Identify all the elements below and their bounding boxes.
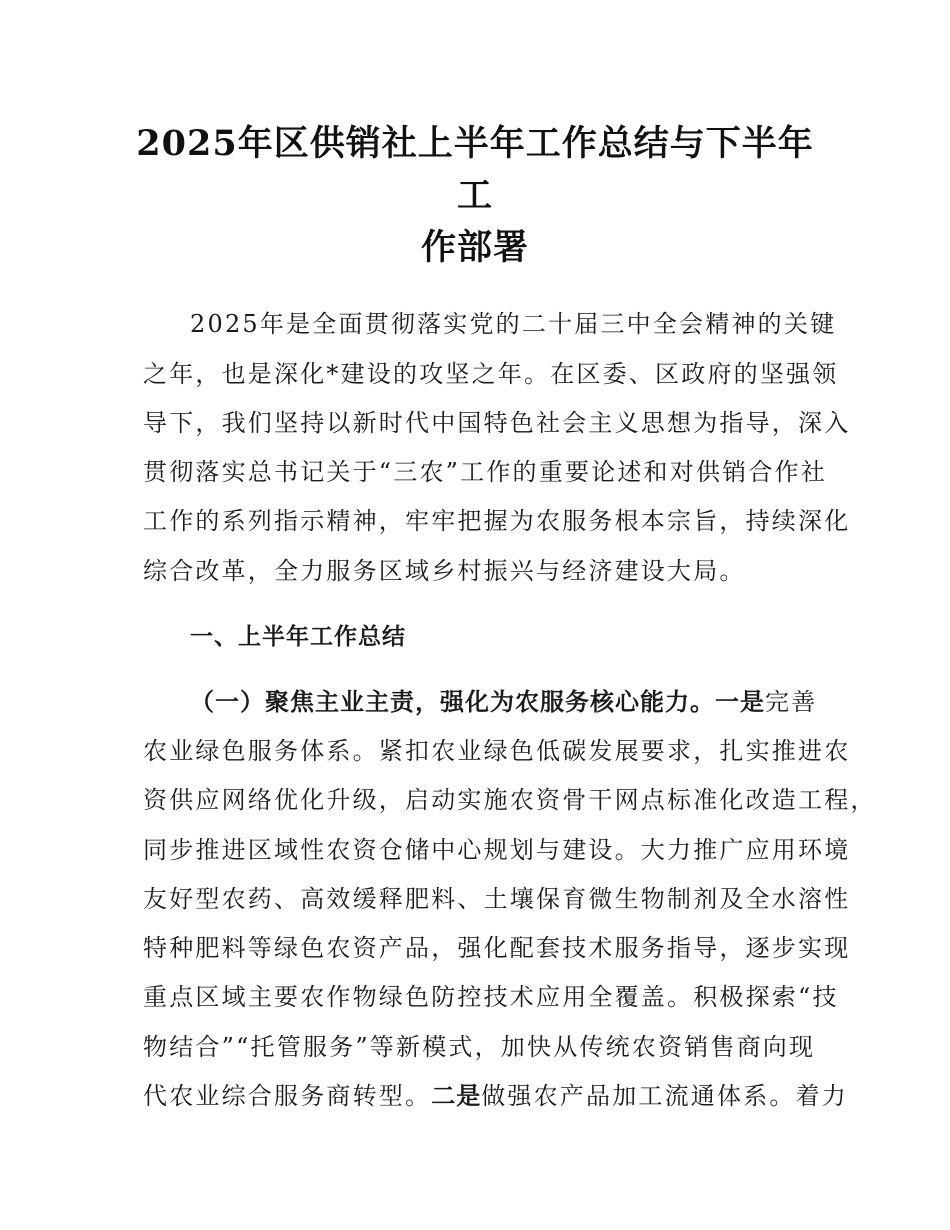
subsection-1-line-7: 重点区域主要农作物绿色防控技术应用全覆盖。积极探索“技 xyxy=(143,983,839,1011)
subsection-1-line-6: 特种肥料等绿色农资产品，强化配套技术服务指导，逐步实现 xyxy=(143,934,851,962)
subsection-1-line-1 xyxy=(190,677,830,727)
subsection-1-line-9 xyxy=(143,1071,849,1121)
intro-line-3: 导下，我们坚持以新时代中国特色社会主义思想为指导，深入 xyxy=(143,409,851,437)
subsection-1-line-8: 物结合”“托管服务”等新模式，加快从传统农资销售商向现 xyxy=(143,1033,816,1061)
page-title xyxy=(120,118,830,274)
section-heading-1: 一、上半年工作总结 xyxy=(190,624,406,650)
subsection-1-line-2: 农业绿色服务体系。紧扣农业绿色低碳发展要求，扎实推进农 xyxy=(143,737,851,765)
intro-line-1: 2025年是全面贯彻落实党的二十届三中全会精神的关键 xyxy=(190,310,837,338)
subsection-1-bold-lead: （一）聚焦主业主责，强化为农服务核心能力。一是 xyxy=(190,688,765,716)
subsection-1-line-5: 友好型农药、高效缓释肥料、土壤保育微生物制剂及全水溶性 xyxy=(143,885,851,913)
intro-line-6: 综合改革，全力服务区域乡村振兴与经济建设大局。 xyxy=(143,557,746,585)
subsection-1-line-9-bold: 二是 xyxy=(431,1082,482,1110)
intro-line-5: 工作的系列指示精神，牢牢把握为农服务根本宗旨，持续深化 xyxy=(143,507,851,535)
subsection-1-rest: 完善 xyxy=(765,688,818,716)
subsection-1-line-4: 同步推进区域性农资仓储中心规划与建设。大力推广应用环境 xyxy=(143,836,851,864)
subsection-1-line-3: 资供应网络优化升级，启动实施农资骨干网点标准化改造工程， xyxy=(143,786,877,814)
subsection-1-line-9-a: 代农业综合服务商转型。 xyxy=(143,1082,432,1110)
title-line-1: 2025年区供销社上半年工作总结与下半年工 xyxy=(136,123,814,216)
intro-line-2: 之年，也是深化*建设的攻坚之年。在区委、区政府的坚强领 xyxy=(143,360,839,388)
intro-line-4: 贯彻落实总书记关于“三农”工作的重要论述和对供销合作社 xyxy=(143,458,827,486)
title-line-2: 作部署 xyxy=(420,227,529,268)
subsection-1-line-9-b: 做强农产品加工流通体系。着力 xyxy=(481,1082,849,1110)
